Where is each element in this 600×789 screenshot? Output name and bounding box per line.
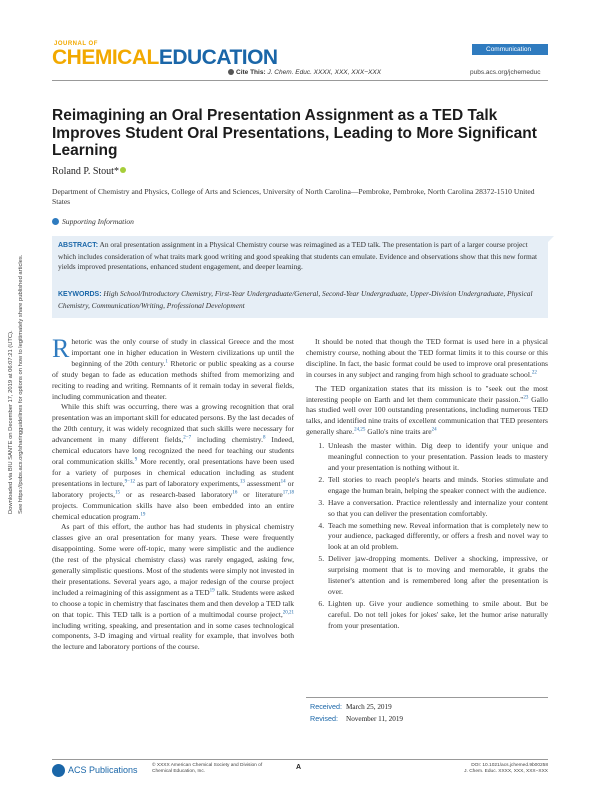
- body-column-right: [306, 337, 548, 633]
- ref-link[interactable]: 1: [165, 359, 168, 365]
- article-title: Reimagining an Oral Presentation Assignment as a TED Talk Improves Student Oral Presentations, Leading to More Significant Learning: [52, 107, 537, 159]
- download-notice-line2: See https://pubs.acs.org/sharingguidelines for options on how to legitimately share published articles.: [18, 254, 24, 514]
- download-notice-line1: Downloaded via BIU SANTE on December 17, 2019 at 06:07:21 (UTC).: [8, 330, 14, 514]
- ref-link[interactable]: 9: [134, 457, 138, 463]
- ref-link[interactable]: 20,21: [282, 610, 294, 616]
- paragraph: While this shift was occurring, there was a growing recognition that oral presentation was an important skill for educated persons. By the last decades of the 20th century, it was widely recognized that such skills were necessary for advancement in many different fields,$^{2-7}$ including chemistry.$^8$ Indeed, chemical educators have long recognized the need for teaching our students oral communication skills.$^9$ More recently, oral presentations have been used for a variety of purposes in chemical education including as student presentations in lecture,$^{9-12}$ as part of laboratory experiments,$^{13}$ assessment$^{14}$ or laboratory projects,$^{15}$ or as research-based laboratory$^{16}$ or literature$^{17,18}$ projects. Communication skills have also been embedded into an entire chemical education program.$^{19}$: [52, 402, 295, 521]
- list-item: 4. Teach me something new. Reveal information that is completely new to your audience, packaged differently, or offers a fresh and novel way to look at an old problem.: [326, 521, 548, 554]
- author[interactable]: [52, 166, 126, 177]
- cite-icon: [228, 69, 234, 75]
- journal-site-link[interactable]: pubs.acs.org/jchemeduc: [470, 69, 541, 76]
- supporting-info-icon[interactable]: [52, 218, 59, 225]
- body-column-left: [52, 334, 295, 653]
- download-notice: [2, 214, 42, 514]
- ref-link[interactable]: 19: [140, 511, 146, 517]
- abstract-label: ABSTRACT:: [58, 242, 99, 249]
- ref-link[interactable]: 17,18: [282, 490, 295, 496]
- revised-label: Revised:: [310, 714, 338, 723]
- ref-link[interactable]: 13: [239, 479, 245, 485]
- list-item: 1. Unleash the master within. Dig deep to identify your unique and meaningful connection to your presentation. Passion leads to mastery and your presentation is nothing without it.: [326, 441, 548, 474]
- journal-logo-chemical: CHEMICAL: [52, 46, 159, 69]
- abstract-corner: [548, 236, 554, 242]
- list-item: 5. Deliver jaw-dropping moments. Deliver a shocking, impressive, or surprising moment that is to moving and memorable, it grabs the listener's attention and is remembered long after the presentation is over.: [326, 554, 548, 598]
- journal-logo[interactable]: [52, 46, 278, 70]
- keywords: [58, 289, 544, 311]
- received-label: Received:: [310, 702, 342, 711]
- cite-this[interactable]: [228, 69, 381, 76]
- traits-list: [306, 441, 548, 631]
- ref-link[interactable]: 16: [232, 490, 238, 496]
- footer-citation: J. Chem. Educ. XXXX, XXX, XXX−XXX: [464, 769, 548, 774]
- dates-divider: [306, 697, 548, 698]
- ref-link[interactable]: 24: [431, 427, 437, 433]
- paragraph: The TED organization states that its mission is to "seek out the most interesting people on Earth and let them communicate their passion."$^{23}$ Gallo has studied well over 100 outstanding presentations, including numerous TED talks, and identified nine traits of excellent communication that TED presenters generally share.$^{24,25}$ Gallo's nine traits are$^{24}$: [306, 383, 548, 437]
- ref-link[interactable]: 24,25: [354, 427, 366, 433]
- journal-logo-top: JOURNAL OF: [54, 41, 98, 47]
- revised-date: November 11, 2019: [346, 715, 404, 723]
- author-name: Roland P. Stout*: [52, 166, 119, 177]
- footer-divider: [52, 759, 548, 760]
- publisher-name[interactable]: ACS Publications: [68, 765, 138, 775]
- ref-link[interactable]: 15: [115, 490, 120, 496]
- page-number: A: [296, 764, 302, 771]
- affiliation: Department of Chemistry and Physics, College of Arts and Sciences, University of North Carolina—Pembroke, Pembroke, North Carolina 28372-1510 United States: [52, 187, 535, 206]
- cite-label: Cite This:: [236, 69, 266, 76]
- copyright: © XXXX American Chemical Society and Division of Chemical Education, Inc.: [152, 763, 263, 774]
- orcid-icon[interactable]: [120, 167, 126, 173]
- section-label: Communication: [486, 45, 532, 53]
- article-dates: [310, 701, 403, 725]
- doi-block: [430, 763, 548, 775]
- acs-logo-icon[interactable]: [52, 764, 65, 777]
- ref-link[interactable]: 23: [523, 395, 529, 400]
- ref-link[interactable]: 2−7: [183, 435, 192, 441]
- keywords-label: KEYWORDS:: [58, 291, 102, 298]
- list-item: 3. Have a conversation. Practice relentlessly and internalize your content so that you can deliver the presentation comfortably.: [326, 498, 548, 520]
- abstract-text: An oral presentation assignment in a Physical Chemistry course was reimagined as a TED talk. The presentation is part of a larger course project which includes consideration of what traits mark good writing and good speaking that students can emulate. Evidence and observations show that this new format yields improved presentations, enhanced student engagement, and deeper learning.: [58, 240, 538, 272]
- list-item: 2. Tell stories to reach people's hearts and minds. Stories stimulate and engage the human brain, helping the speaker connect with the audience.: [326, 475, 548, 497]
- paragraph: Rhetoric was the only course of study in classical Greece and the most important one in higher education in Western civilizations up until the beginning of the 20th century.$^1$ Rhetoric or public speaking as a course of study began to fade as education methods shifted from memorizing and reciting to reading and writing. Remnants of it remain today in several fields, including communication and theater.: [52, 334, 294, 401]
- section-badge: [472, 44, 548, 55]
- paragraph: As part of this effort, the author has had students in physical chemistry classes give an oral presentation for many years. These were frequently disappointing. Some were off-topic, many were simplistic and the audience (the rest of the physical chemistry class) was rarely engaged, asking few, generally simplistic questions. Most of the students were simply not invested in their presentations. Several years ago, a major redesign of the course project included a reimagining of this assignment as a TED$^{19}$ talk. Students were asked to choose a topic in chemistry that fascinates them and then develop a TED talk on that topic. This TED talk is a portion of a multimodal course project,$^{20,21}$ including writing, speaking, and presentation and in some cases technological components, 3-D imaging and virtual reality for example, that involves both the lecture and laboratory portions of the course.: [52, 522, 294, 652]
- ref-link[interactable]: 9−12: [124, 479, 135, 485]
- supporting-info-link[interactable]: Supporting Information: [62, 217, 134, 226]
- received-date: March 25, 2019: [346, 703, 392, 711]
- dropcap: R: [52, 334, 70, 363]
- paragraph: It should be noted that though the TED format is used here in a physical chemistry course, nothing about the TED format limits it to this course or this discipline. In fact, the basic format could be used to improve oral presentations in courses in any subject and ranging from high school to graduate school.$^{22}$: [306, 337, 548, 379]
- doi-link[interactable]: DOI: 10.1021/acs.jchemed.9b00258: [471, 763, 548, 768]
- keywords-text: High School/Introductory Chemistry, First-Year Undergraduate/General, Second-Year Undergraduate, Upper-Division Undergraduate, Physical Chemistry, Communication/Writing, Professional Development: [58, 289, 533, 310]
- cite-text: J. Chem. Educ. XXXX, XXX, XXX−XXX: [267, 69, 382, 76]
- abstract: [58, 240, 544, 273]
- header-divider: [52, 80, 548, 81]
- journal-logo-education: EDUCATION: [158, 46, 278, 69]
- list-item: 6. Lighten up. Give your audience something to smile about. But be careful. Do not tell jokes for jokes' sake, let the humor arise naturally from your presentation.: [326, 599, 548, 632]
- ref-link[interactable]: 19: [209, 588, 215, 594]
- ref-link[interactable]: 8: [263, 435, 266, 441]
- ref-link[interactable]: 22: [531, 370, 537, 376]
- ref-link[interactable]: 14: [280, 479, 286, 485]
